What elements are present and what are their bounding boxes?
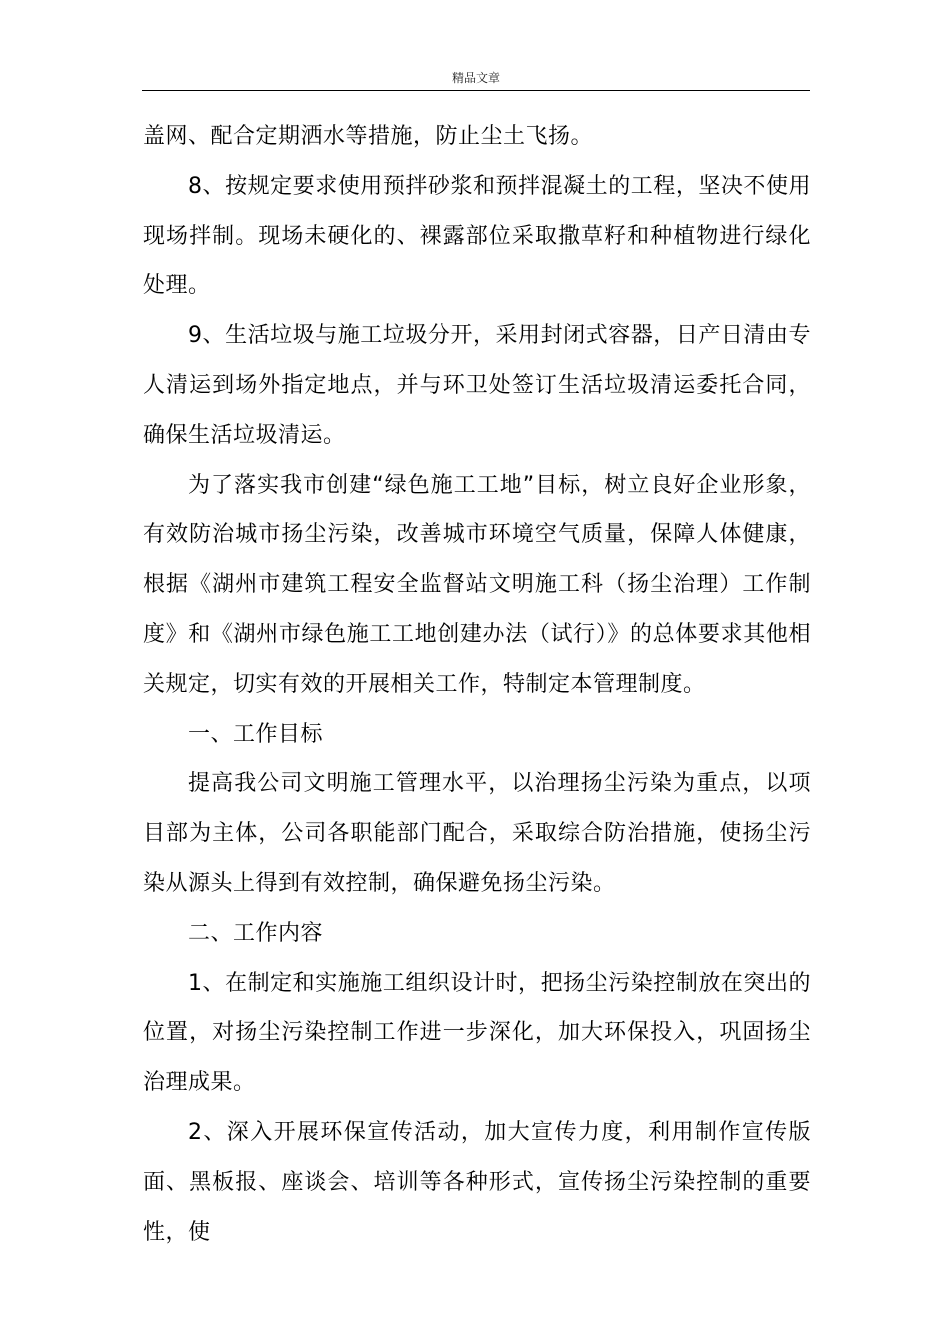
paragraph-introduction: 为了落实我市创建“绿色施工工地”目标，树立良好企业形象，有效防治城市扬尘污染，改善城市环境空气质量，保障人体健康，根据《湖州市建筑工程安全监督站文明施工科（扬尘治理）工作制度》和《湖州市绿色施工工地创建办法（试行）》的总体要求其他相关规定，切实有效的开展相关工作，特制定本管理制度。 xyxy=(143,472,811,697)
paragraph-item-9: 9、生活垃圾与施工垃圾分开，采用封闭式容器，日产日清由专人清运到场外指定地点，并与环卫处签订生活垃圾清运委托合同，确保生活垃圾清运。 xyxy=(143,323,811,448)
document-body xyxy=(143,112,811,1257)
paragraph-continuation: 盖网、配合定期洒水等措施，防止尘土飞扬。 xyxy=(143,124,594,149)
header-title: 精品文章 xyxy=(451,71,500,85)
section-heading-work-content: 二、工作内容 xyxy=(188,920,324,946)
paragraph-work-goals: 提高我公司文明施工管理水平，以治理扬尘污染为重点，以项目部为主体，公司各职能部门配合，采取综合防治措施，使扬尘污染从源头上得到有效控制，确保避免扬尘污染。 xyxy=(143,771,811,896)
paragraph-content-item-2: 2、深入开展环保宣传活动，加大宣传力度，利用制作宣传版面、黑板报、座谈会、培训等各种形式，宣传扬尘污染控制的重要性，使 xyxy=(143,1119,811,1245)
paragraph-item-8: 8、按规定要求使用预拌砂浆和预拌混凝土的工程，坚决不使用现场拌制。现场未硬化的、裸露部位采取撒草籽和种植物进行绿化处理。 xyxy=(143,173,811,299)
page-header xyxy=(142,68,810,91)
paragraph-content-item-1: 1、在制定和实施施工组织设计时，把扬尘污染控制放在突出的位置，对扬尘污染控制工作进一步深化，加大环保投入，巩固扬尘治理成果。 xyxy=(143,970,811,1096)
section-heading-work-goals: 一、工作目标 xyxy=(188,721,324,747)
